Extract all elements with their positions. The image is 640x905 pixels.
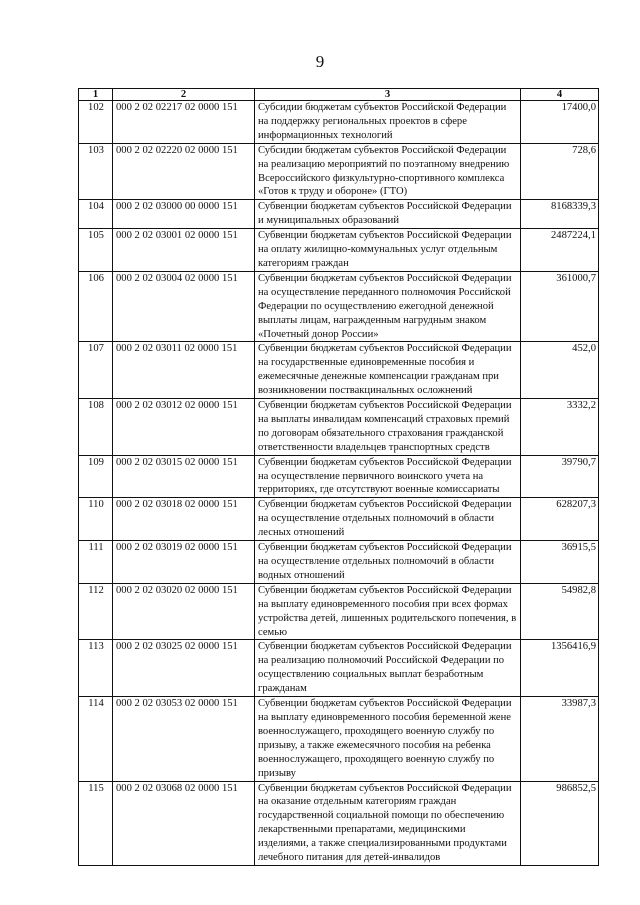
column-header-code: 2 — [113, 89, 255, 101]
revenue-name-cell: Субсидии бюджетам субъектов Российской Федерации на поддержку региональных проектов в сфере информационных технологий — [255, 101, 521, 144]
row-number-cell: 114 — [79, 697, 113, 781]
table-row — [79, 229, 599, 272]
amount-cell: 728,6 — [521, 143, 599, 200]
budget-code-cell: 000 2 02 03015 02 0000 151 — [113, 455, 255, 498]
amount-cell: 1356416,9 — [521, 640, 599, 697]
revenue-name-cell: Субвенции бюджетам субъектов Российской Федерации и муниципальных образований — [255, 200, 521, 229]
budget-code-cell: 000 2 02 03019 02 0000 151 — [113, 541, 255, 584]
budget-code-cell: 000 2 02 03068 02 0000 151 — [113, 781, 255, 865]
amount-cell: 452,0 — [521, 342, 599, 399]
page-number: 9 — [315, 52, 325, 71]
table-row — [79, 342, 599, 399]
table-row — [79, 399, 599, 456]
table-row — [79, 455, 599, 498]
budget-code-cell: 000 2 02 03004 02 0000 151 — [113, 271, 255, 342]
amount-cell: 36915,5 — [521, 541, 599, 584]
row-number-cell: 106 — [79, 271, 113, 342]
amount-cell: 17400,0 — [521, 101, 599, 144]
table-row — [79, 781, 599, 865]
revenue-name-cell: Субвенции бюджетам субъектов Российской Федерации на выплаты инвалидам компенсаций страховых премий по договорам обязательного страхования гражданской ответственности владельцев транспортных средств — [255, 399, 521, 456]
amount-cell: 3332,2 — [521, 399, 599, 456]
budget-code-cell: 000 2 02 03018 02 0000 151 — [113, 498, 255, 541]
row-number-cell: 108 — [79, 399, 113, 456]
row-number-cell: 107 — [79, 342, 113, 399]
row-number-cell: 111 — [79, 541, 113, 584]
budget-code-cell: 000 2 02 03012 02 0000 151 — [113, 399, 255, 456]
amount-cell: 54982,8 — [521, 583, 599, 640]
row-number-cell: 112 — [79, 583, 113, 640]
row-number-cell: 104 — [79, 200, 113, 229]
row-number-cell: 109 — [79, 455, 113, 498]
amount-cell: 8168339,3 — [521, 200, 599, 229]
amount-cell: 361000,7 — [521, 271, 599, 342]
amount-cell: 39790,7 — [521, 455, 599, 498]
revenue-name-cell: Субвенции бюджетам субъектов Российской Федерации на реализацию полномочий Российской Федерации по осуществлению социальных выплат безработным гражданам — [255, 640, 521, 697]
column-header-amount: 4 — [521, 89, 599, 101]
budget-code-cell: 000 2 02 03053 02 0000 151 — [113, 697, 255, 781]
amount-cell: 986852,5 — [521, 781, 599, 865]
budget-code-cell: 000 2 02 03001 02 0000 151 — [113, 229, 255, 272]
row-number-cell: 105 — [79, 229, 113, 272]
column-header-number: 1 — [79, 89, 113, 101]
amount-cell: 628207,3 — [521, 498, 599, 541]
budget-code-cell: 000 2 02 02217 02 0000 151 — [113, 101, 255, 144]
revenue-name-cell: Субвенции бюджетам субъектов Российской Федерации на осуществление переданного полномочия Российской Федерации по осуществлению ежегодной денежной выплаты лицам, награжденным нагрудным знаком «Почетный донор России» — [255, 271, 521, 342]
table-row — [79, 200, 599, 229]
table-row — [79, 583, 599, 640]
table-row — [79, 143, 599, 200]
table-body — [79, 101, 599, 866]
column-header-name: 3 — [255, 89, 521, 101]
revenue-name-cell: Субвенции бюджетам субъектов Российской Федерации на осуществление отдельных полномочий в области лесных отношений — [255, 498, 521, 541]
table-row — [79, 271, 599, 342]
row-number-cell: 102 — [79, 101, 113, 144]
revenue-name-cell: Субвенции бюджетам субъектов Российской Федерации на осуществление первичного воинского учета на территориях, где отсутствуют военные комиссариаты — [255, 455, 521, 498]
budget-code-cell: 000 2 02 02220 02 0000 151 — [113, 143, 255, 200]
table-row — [79, 498, 599, 541]
budget-code-cell: 000 2 02 03011 02 0000 151 — [113, 342, 255, 399]
budget-code-cell: 000 2 02 03000 00 0000 151 — [113, 200, 255, 229]
table-header-row — [79, 89, 599, 101]
revenue-name-cell: Субвенции бюджетам субъектов Российской Федерации на осуществление отдельных полномочий в области водных отношений — [255, 541, 521, 584]
revenue-name-cell: Субвенции бюджетам субъектов Российской Федерации на выплату единовременного пособия при всех формах устройства детей, лишенных родительского попечения, в семью — [255, 583, 521, 640]
revenue-name-cell: Субвенции бюджетам субъектов Российской Федерации на выплату единовременного пособия беременной жене военнослужащего, проходящего военную службу по призыву, а также ежемесячного пособия на ребенка военнослужащего, проходящего военную службу по призыву — [255, 697, 521, 781]
table-row — [79, 697, 599, 781]
amount-cell: 2487224,1 — [521, 229, 599, 272]
row-number-cell: 113 — [79, 640, 113, 697]
budget-revenue-table — [78, 88, 599, 866]
table-row — [79, 640, 599, 697]
row-number-cell: 103 — [79, 143, 113, 200]
table-row — [79, 101, 599, 144]
amount-cell: 33987,3 — [521, 697, 599, 781]
revenue-name-cell: Субсидии бюджетам субъектов Российской Федерации на реализацию мероприятий по поэтапному внедрению Всероссийского физкультурно-спортивного комплекса «Готов к труду и обороне» (ГТО) — [255, 143, 521, 200]
budget-code-cell: 000 2 02 03020 02 0000 151 — [113, 583, 255, 640]
table-row — [79, 541, 599, 584]
revenue-name-cell: Субвенции бюджетам субъектов Российской Федерации на оплату жилищно-коммунальных услуг отдельным категориям граждан — [255, 229, 521, 272]
row-number-cell: 115 — [79, 781, 113, 865]
revenue-name-cell: Субвенции бюджетам субъектов Российской Федерации на государственные единовременные пособия и ежемесячные денежные компенсации гражданам при возникновении поствакцинальных осложнений — [255, 342, 521, 399]
row-number-cell: 110 — [79, 498, 113, 541]
budget-code-cell: 000 2 02 03025 02 0000 151 — [113, 640, 255, 697]
revenue-name-cell: Субвенции бюджетам субъектов Российской Федерации на оказание отдельным категориям граждан государственной социальной помощи по обеспечению лекарственными препаратами, медицинскими изделиями, а также специализированными продуктами лечебного питания для детей-инвалидов — [255, 781, 521, 865]
